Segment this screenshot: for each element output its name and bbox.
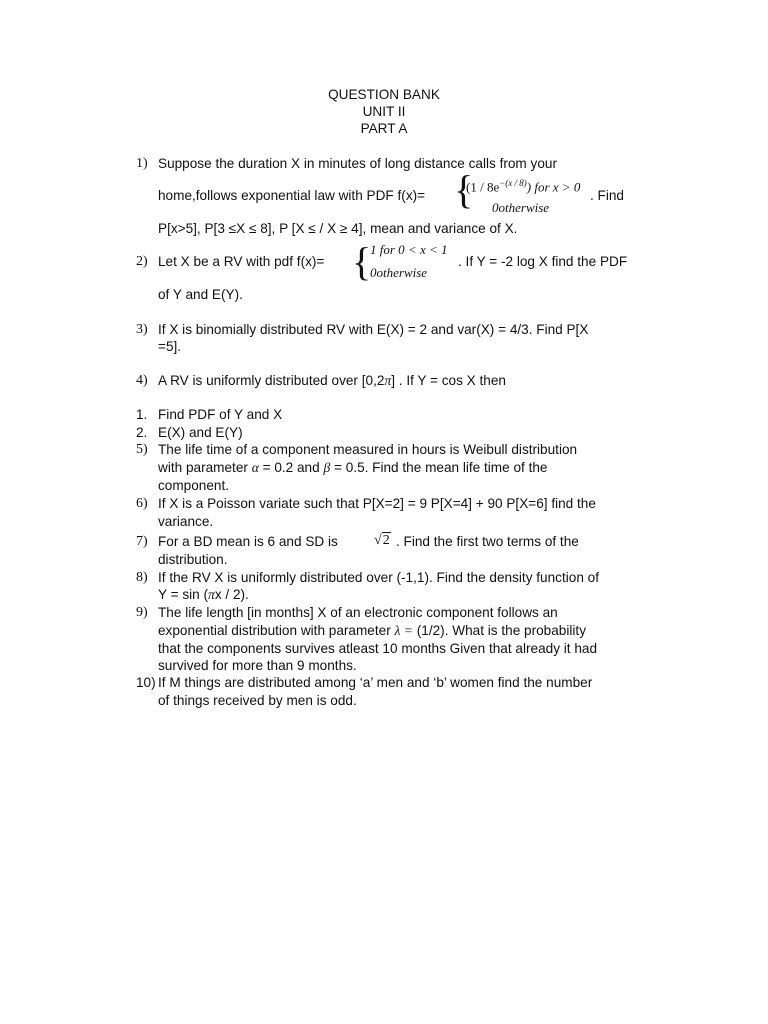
question-text: P[x>5], P[3 ≤X ≤ 8], P [X ≤ / X ≥ 4], mean and variance of X. bbox=[158, 221, 518, 236]
question-text: variance. bbox=[158, 514, 214, 529]
alpha-symbol: α bbox=[251, 460, 259, 475]
pdf-case-2: 0otherwise bbox=[492, 200, 550, 215]
question-text: Y = sin (πx / 2). bbox=[158, 587, 249, 602]
page-title: QUESTION BANK bbox=[328, 87, 440, 102]
left-brace: { bbox=[454, 167, 474, 212]
question-number: 1) bbox=[136, 156, 148, 171]
question-text: exponential distribution with parameter λ = (1/2). What is the probability bbox=[158, 623, 586, 638]
pdf-case-2: 0otherwise bbox=[370, 265, 428, 280]
question-text: . Find the first two terms of the bbox=[396, 534, 579, 549]
question-text: For a BD mean is 6 and SD is bbox=[158, 534, 338, 549]
left-brace: { bbox=[352, 239, 372, 284]
pdf-case-1: $(1 / 8e^{-(x / 8)})$ for x > 0 bbox=[466, 178, 581, 195]
pi-symbol: π bbox=[384, 373, 392, 388]
question-text: survived for more than 9 months. bbox=[158, 658, 357, 673]
question-text: home,follows exponential law with PDF f(x)= bbox=[158, 188, 426, 203]
question-text: component. bbox=[158, 478, 230, 493]
question-text: A RV is uniformly distributed over [0,2π] . If Y = cos X then bbox=[158, 373, 506, 388]
lambda-symbol: λ = bbox=[394, 623, 413, 638]
question-text: The life length [in months] X of an electronic component follows an bbox=[158, 605, 558, 620]
unit-heading: UNIT II bbox=[362, 104, 406, 119]
sqrt-expression: √2 bbox=[374, 533, 390, 548]
question-text: If X is binomially distributed RV with E(X) = 2 and var(X) = 4/3. Find P[X bbox=[158, 322, 589, 337]
pi-symbol: π bbox=[208, 587, 215, 602]
question-text: Suppose the duration X in minutes of long distance calls from your bbox=[158, 156, 557, 171]
question-text: with parameter α = 0.2 and β = 0.5. Find the mean life time of the bbox=[158, 460, 548, 475]
item-number: 1. bbox=[136, 407, 148, 422]
question-text: If X is a Poisson variate such that P[X=2] = 9 P[X=4] + 90 P[X=6] find the bbox=[158, 496, 596, 511]
question-number: 8) bbox=[136, 570, 148, 585]
question-number: 7) bbox=[136, 534, 148, 549]
question-number: 3) bbox=[136, 322, 148, 337]
beta-symbol: β bbox=[323, 460, 331, 475]
question-number: 4) bbox=[136, 373, 148, 388]
question-text: distribution. bbox=[158, 552, 228, 567]
pdf-case-1: 1 for 0 < x < 1 bbox=[370, 242, 448, 257]
question-number: 5) bbox=[136, 442, 148, 457]
question-text: If M things are distributed among ‘a’ men and ‘b’ women find the number bbox=[158, 675, 593, 690]
question-number: 9) bbox=[136, 605, 148, 620]
question-text: Let X be a RV with pdf f(x)= bbox=[158, 254, 325, 269]
question-text: If the RV X is uniformly distributed over (-1,1). Find the density function of bbox=[158, 570, 599, 585]
part-heading: PART A bbox=[360, 121, 408, 136]
question-number: 6) bbox=[136, 496, 148, 511]
question-text: of Y and E(Y). bbox=[158, 287, 243, 302]
item-text: Find PDF of Y and X bbox=[158, 407, 283, 422]
item-text: E(X) and E(Y) bbox=[158, 425, 243, 440]
question-text: that the components survives atleast 10 months Given that already it had bbox=[158, 641, 598, 656]
question-text: of things received by men is odd. bbox=[158, 693, 357, 708]
question-number: 10) bbox=[136, 675, 156, 690]
question-text: . Find bbox=[590, 188, 624, 203]
sqrt-icon: √ bbox=[374, 533, 382, 548]
question-text: The life time of a component measured in hours is Weibull distribution bbox=[158, 442, 578, 457]
item-number: 2. bbox=[136, 425, 148, 440]
question-text: =5]. bbox=[158, 339, 182, 354]
question-number: 2) bbox=[136, 254, 148, 269]
question-text: . If Y = -2 log X find the PDF bbox=[458, 254, 628, 269]
